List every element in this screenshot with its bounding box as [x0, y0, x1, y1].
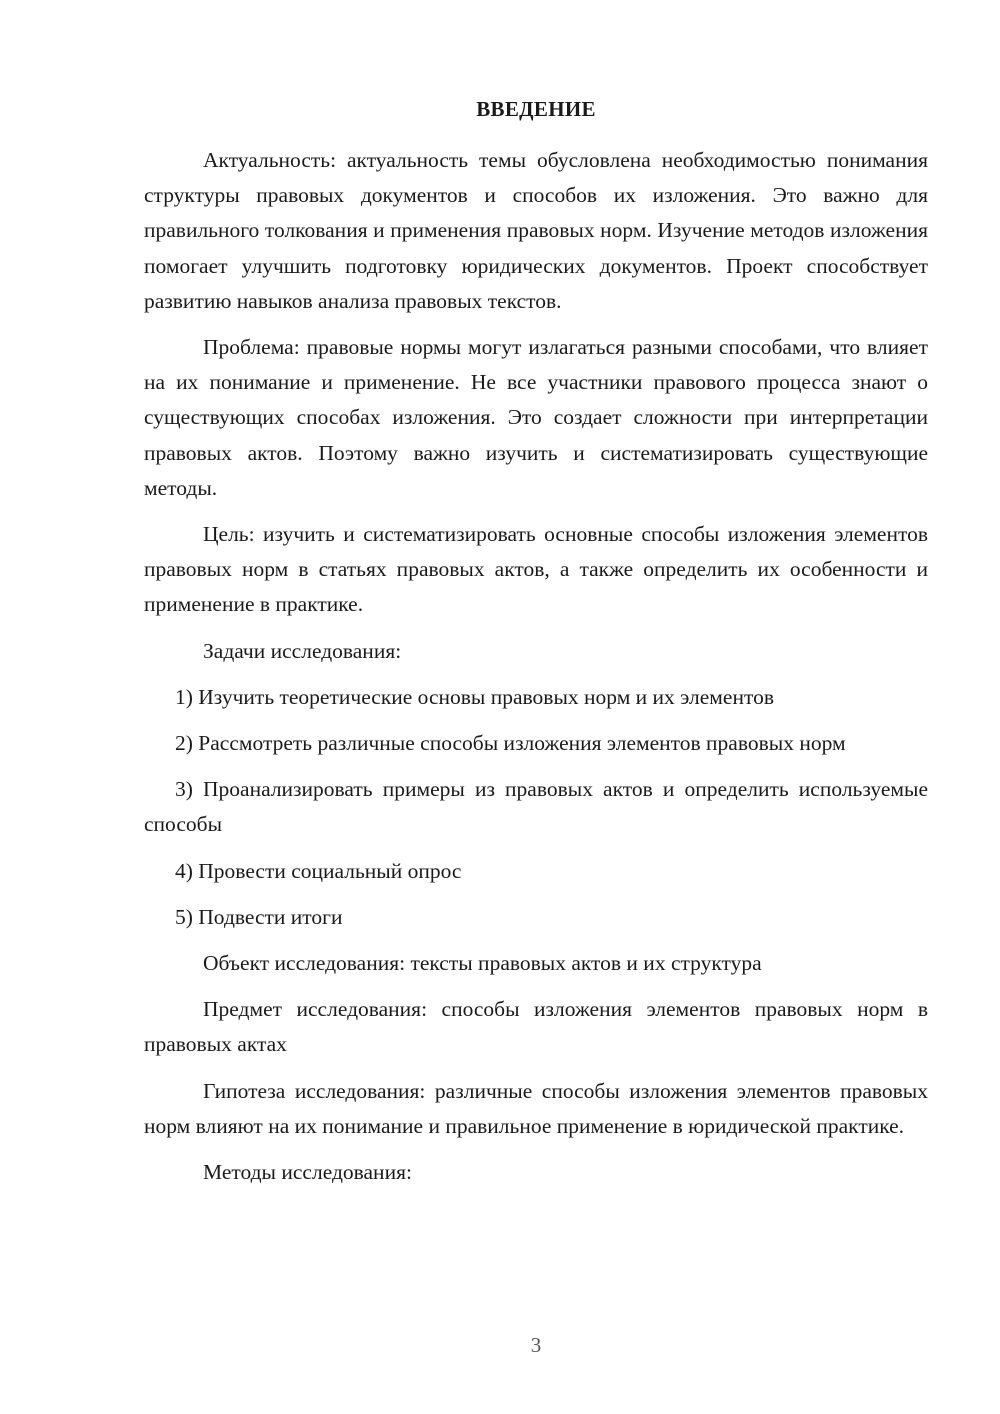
paragraph-methods: Методы исследования: [203, 1160, 412, 1185]
page-title: ВВЕДЕНИЕ [476, 97, 596, 121]
paragraph-hypothesis: Гипотеза исследования: различные способы изложения элементов правовых норм влияют на их понимание и правильное применение в юридической практике. [144, 1078, 928, 1138]
task-item-4: 4) Провести социальный опрос [175, 858, 462, 883]
paragraph-subject: Предмет исследования: способы изложения элементов правовых норм в правовых актах [144, 997, 928, 1057]
paragraph-problem: Проблема: правовые нормы могут излагаться разными способами, что влияет на их понимание и применение. Не все участники правового процесса знают о существующих способах изложения. Это создает сложности при интерпретации правовых актов. Поэтому важно изучить и систематизировать существующие методы. [144, 335, 928, 500]
task-item-1: 1) Изучить теоретические основы правовых норм и их элементов [175, 684, 774, 709]
paragraph-relevance: Актуальность: актуальность темы обусловлена необходимостью понимания структуры правовых документов и способов их изложения. Это важно для правильного толкования и применения правовых норм. Изучение методов изложения помогает улучшить подготовку юридических документов. Проект способствует развитию навыков анализа правовых текстов. [144, 148, 928, 313]
task-item-2: 2) Рассмотреть различные способы изложения элементов правовых норм [175, 731, 846, 756]
paragraph-goal: Цель: изучить и систематизировать основные способы изложения элементов правовых норм в статьях правовых актов, а также определить их особенности и применение в практике. [144, 522, 928, 617]
paragraph-object: Объект исследования: тексты правовых актов и их структура [203, 951, 762, 976]
document-body [144, 143, 928, 1190]
task-item-5: 5) Подвести итоги [175, 904, 343, 929]
paragraph-tasks-heading: Задачи исследования: [203, 638, 402, 663]
task-item-3: 3) Проанализировать примеры из правовых актов и определить используемые способы [144, 777, 928, 837]
page-number: 3 [530, 1333, 542, 1357]
